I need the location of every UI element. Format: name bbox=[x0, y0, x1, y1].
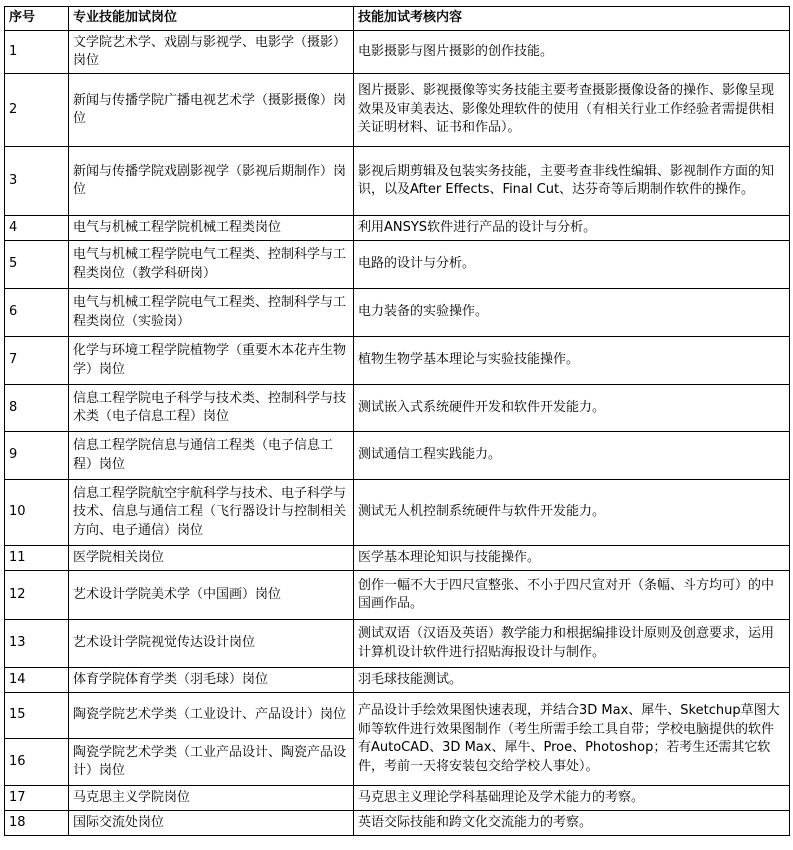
cell-no: 1 bbox=[5, 31, 69, 74]
cell-no: 3 bbox=[5, 147, 69, 216]
header-no: 序号 bbox=[5, 7, 69, 31]
cell-position: 医学院相关岗位 bbox=[69, 546, 354, 571]
table-row bbox=[5, 385, 790, 432]
cell-no: 14 bbox=[5, 668, 69, 693]
table-header-row bbox=[5, 7, 790, 31]
cell-position: 艺术设计学院美术学（中国画）岗位 bbox=[69, 571, 354, 620]
cell-no: 9 bbox=[5, 432, 69, 480]
cell-no: 7 bbox=[5, 337, 69, 385]
cell-content: 影视后期剪辑及包装实务技能，主要考查非线性编辑、影视制作方面的知识，以及After Effects、Final Cut、达芬奇等后期制作软件的操作。 bbox=[354, 147, 790, 216]
cell-position: 电气与机械工程学院电气工程类、控制科学与工程类岗位（教学科研岗） bbox=[69, 241, 354, 289]
cell-content: 电力装备的实验操作。 bbox=[354, 289, 790, 337]
cell-no: 17 bbox=[5, 786, 69, 811]
cell-content: 测试嵌入式系统硬件开发和软件开发能力。 bbox=[354, 385, 790, 432]
cell-position: 文学院艺术学、戏剧与影视学、电影学（摄影）岗位 bbox=[69, 31, 354, 74]
cell-no: 18 bbox=[5, 811, 69, 836]
cell-content: 测试通信工程实践能力。 bbox=[354, 432, 790, 480]
cell-position: 化学与环境工程学院植物学（重要木本花卉生物学）岗位 bbox=[69, 337, 354, 385]
table-row bbox=[5, 147, 790, 216]
cell-content: 羽毛球技能测试。 bbox=[354, 668, 790, 693]
table-row bbox=[5, 432, 790, 480]
table-row bbox=[5, 546, 790, 571]
cell-position: 艺术设计学院视觉传达设计岗位 bbox=[69, 620, 354, 668]
header-position: 专业技能加试岗位 bbox=[69, 7, 354, 31]
cell-no: 5 bbox=[5, 241, 69, 289]
cell-position: 新闻与传播学院戏剧影视学（影视后期制作）岗位 bbox=[69, 147, 354, 216]
table-row bbox=[5, 668, 790, 693]
table-row bbox=[5, 337, 790, 385]
cell-no: 16 bbox=[5, 739, 69, 786]
cell-content: 利用ANSYS软件进行产品的设计与分析。 bbox=[354, 216, 790, 241]
cell-content: 产品设计手绘效果图快速表现，并结合3D Max、犀牛、Sketchup草图大师等软件进行效果图制作（考生所需手绘工具自带；学校电脑提供的软件有AutoCAD、3D Max、犀牛、Proe、Photoshop；若考生还需其它软件，考前一天将安装包交给学校人事处）。 bbox=[354, 693, 790, 786]
cell-position: 信息工程学院信息与通信工程类（电子信息工程）岗位 bbox=[69, 432, 354, 480]
table-row bbox=[5, 571, 790, 620]
cell-position: 国际交流处岗位 bbox=[69, 811, 354, 836]
cell-no: 4 bbox=[5, 216, 69, 241]
cell-position: 信息工程学院航空宇航科学与技术、电子科学与技术、信息与通信工程（飞行器设计与控制相关方向、电子通信）岗位 bbox=[69, 480, 354, 546]
cell-content: 测试无人机控制系统硬件与软件开发能力。 bbox=[354, 480, 790, 546]
cell-position: 电气与机械工程学院电气工程类、控制科学与工程类岗位（实验岗） bbox=[69, 289, 354, 337]
cell-position: 电气与机械工程学院机械工程类岗位 bbox=[69, 216, 354, 241]
cell-content: 创作一幅不大于四尺宣整张、不小于四尺宣对开（条幅、斗方均可）的中国画作品。 bbox=[354, 571, 790, 620]
cell-no: 6 bbox=[5, 289, 69, 337]
cell-no: 8 bbox=[5, 385, 69, 432]
table-row bbox=[5, 786, 790, 811]
table-row bbox=[5, 693, 790, 739]
table-row bbox=[5, 74, 790, 147]
cell-no: 2 bbox=[5, 74, 69, 147]
cell-content: 电影摄影与图片摄影的创作技能。 bbox=[354, 31, 790, 74]
cell-content: 植物生物学基本理论与实验技能操作。 bbox=[354, 337, 790, 385]
table-row bbox=[5, 31, 790, 74]
table-row bbox=[5, 216, 790, 241]
cell-content: 图片摄影、影视摄像等实务技能主要考查摄影摄像设备的操作、影像呈现效果及审美表达、影像处理软件的使用（有相关行业工作经验者需提供相关证明材料、证书和作品）。 bbox=[354, 74, 790, 147]
cell-no: 12 bbox=[5, 571, 69, 620]
cell-content: 测试双语（汉语及英语）教学能力和根据编排设计原则及创意要求，运用计算机设计软件进行招贴海报设计与制作。 bbox=[354, 620, 790, 668]
cell-position: 体育学院体育学类（羽毛球）岗位 bbox=[69, 668, 354, 693]
cell-content: 马克思主义理论学科基础理论及学术能力的考察。 bbox=[354, 786, 790, 811]
cell-no: 13 bbox=[5, 620, 69, 668]
cell-position: 陶瓷学院艺术学类（工业产品设计、陶瓷产品设计）岗位 bbox=[69, 739, 354, 786]
cell-content: 医学基本理论知识与技能操作。 bbox=[354, 546, 790, 571]
table-row bbox=[5, 620, 790, 668]
cell-no: 15 bbox=[5, 693, 69, 739]
table-row bbox=[5, 241, 790, 289]
cell-position: 马克思主义学院岗位 bbox=[69, 786, 354, 811]
cell-content: 英语交际技能和跨文化交流能力的考察。 bbox=[354, 811, 790, 836]
table-row bbox=[5, 289, 790, 337]
cell-content: 电路的设计与分析。 bbox=[354, 241, 790, 289]
header-content: 技能加试考核内容 bbox=[354, 7, 790, 31]
positions-table bbox=[4, 6, 790, 836]
cell-position: 陶瓷学院艺术学类（工业设计、产品设计）岗位 bbox=[69, 693, 354, 739]
cell-no: 11 bbox=[5, 546, 69, 571]
cell-no: 10 bbox=[5, 480, 69, 546]
cell-position: 新闻与传播学院广播电视艺术学（摄影摄像）岗位 bbox=[69, 74, 354, 147]
cell-position: 信息工程学院电子科学与技术类、控制科学与技术类（电子信息工程）岗位 bbox=[69, 385, 354, 432]
table-row bbox=[5, 811, 790, 836]
table-row bbox=[5, 480, 790, 546]
